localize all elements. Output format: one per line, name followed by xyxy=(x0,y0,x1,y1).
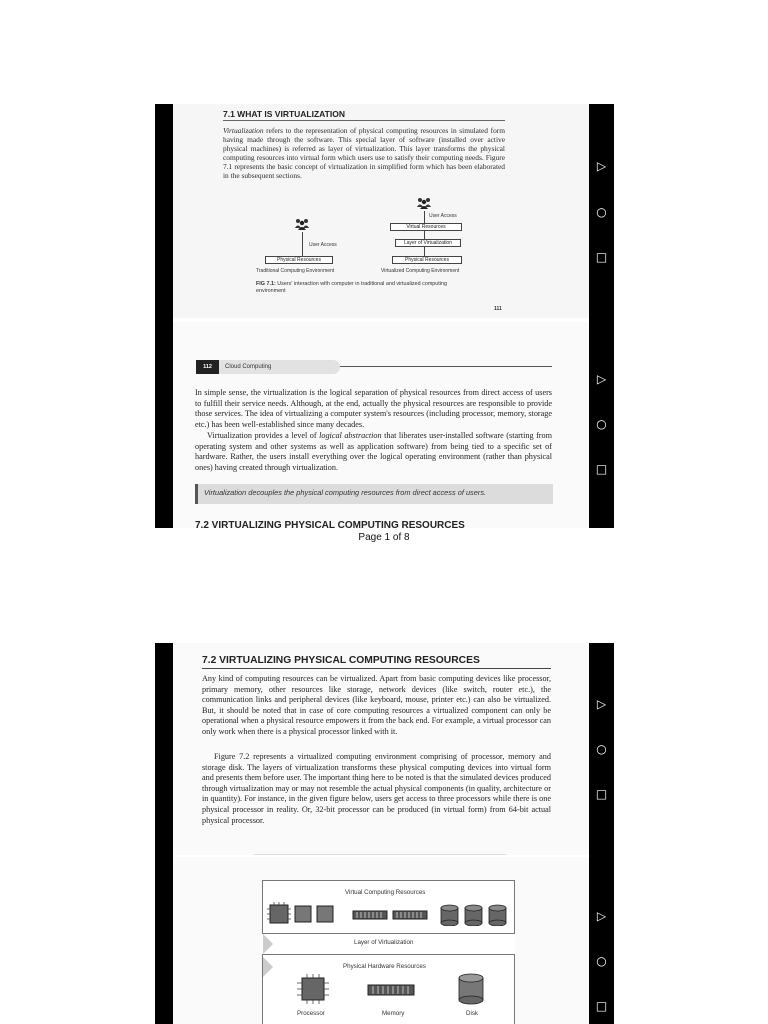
physical-disk-icon xyxy=(457,973,485,1005)
recents-nav-button-2[interactable]: □ xyxy=(595,462,608,476)
page-111-scan xyxy=(173,104,589,318)
title-rule-7-2 xyxy=(202,668,551,669)
physical-arrow-icon xyxy=(263,957,275,977)
right-physical-resources-box: Physical Resources xyxy=(392,256,462,264)
virtual-disk-icon xyxy=(439,904,509,926)
header-rule xyxy=(340,366,552,367)
left-physical-resources-box: Physical Resources xyxy=(265,256,333,264)
memory-label: Memory xyxy=(382,1010,405,1017)
recents-nav-button[interactable]: □ xyxy=(595,250,608,264)
page-2-text-scan xyxy=(173,643,589,855)
page-divider xyxy=(254,854,506,855)
physical-memory-icon xyxy=(367,983,415,997)
physical-processor-icon xyxy=(297,974,329,1004)
left-border-lower xyxy=(155,643,173,1024)
paragraph-1: In simple sense, the virtualization is the logical separation of physical resources from direct access of users to fulfill their service needs. Although, at the end, actually the physical resources are responsible to provide those services. The idea of virtualizing a computer system's resources (including processor, memory, storage etc.) has been well-established since many decades. xyxy=(195,388,552,429)
cut-off-heading: 7.2 VIRTUALIZING PHYSICAL COMPUTING RESOURCES xyxy=(195,520,465,528)
paragraph-2-start: Virtualization provides a level of xyxy=(207,431,320,440)
paragraph-2 xyxy=(195,431,552,473)
section-7-2-paragraph-1: Any kind of computing resources can be virtualized. Apart from basic computing devices like processor, primary memory, other resources like storage, network devices (like switch, router etc.), the communication links and peripheral devices (like keyboard, mouse, printer etc.) can also be virtualized. But, it should be noted that in case of core computing resources a virtualized component can only be operational when a physical resource empowers it from the back end. For example, a virtual processor can only work when there is a physical processor linked with it. xyxy=(202,674,551,736)
virtual-processor-icon xyxy=(267,902,339,926)
left-env-caption: Traditional Computing Environment xyxy=(256,268,335,274)
nav-bar-upper xyxy=(589,104,614,528)
section-7-2-paragraph-2: Figure 7.2 represents a virtualized computing environment comprising of processor, memory and storage disk. The layers of virtualization transforms these physical computing devices into virtual form and presents them before user. The important thing here to be noted is that the simulated devices produced through virtualization may or may not resemble the actual physical components (in quality, architecture or in quantity). For instance, in the given figure below, users get access to three processors while there is one physical processor in reality. Or, 32-bit processor can be produced (in virtual form) from 64-bit actual physical processor. xyxy=(202,752,551,825)
back-nav-button-3[interactable]: ▷ xyxy=(596,697,607,711)
virtual-memory-icon xyxy=(351,909,431,921)
running-head: Cloud Computing xyxy=(219,360,340,374)
home-nav-button-4[interactable]: ○ xyxy=(596,954,607,968)
intro-paragraph xyxy=(223,126,505,181)
users-icon-right xyxy=(416,197,432,209)
fig-7-1-caption xyxy=(256,281,466,295)
virtualization-term: Virtualization xyxy=(223,126,264,135)
left-access-line xyxy=(302,232,303,256)
fig-7-1-caption-label: FIG 7.1: xyxy=(256,281,276,287)
virtual-resources-box: Virtual Resources xyxy=(390,223,462,231)
layer-arrow-icon xyxy=(263,934,275,954)
page-indicator: Page 1 of 8 xyxy=(358,532,410,543)
page-112-scan xyxy=(173,322,589,528)
disk-label: Disk xyxy=(466,1010,479,1017)
paragraph-2-end: that liberates user-installed software (starting from operating system and other systems as well as application software) from being tied to a specific set of hardware. Rather, the users install everything over the logical operating environment (rather than physical ones) having created through virtualization. xyxy=(195,431,552,472)
processor-label: Processor xyxy=(297,1010,325,1017)
home-nav-button[interactable]: ○ xyxy=(596,205,607,219)
page-number-111: 111 xyxy=(494,306,502,312)
fig-7-1-caption-text: Users' interaction with computer in traditional and virtualized computing environment xyxy=(256,281,447,294)
physical-resources-label: Physical Hardware Resources xyxy=(343,963,426,970)
users-icon xyxy=(294,218,310,230)
right-link-2 xyxy=(424,247,425,256)
right-env-caption: Virtualized Computing Environment xyxy=(381,268,460,274)
section-title-7-2: 7.2 VIRTUALIZING PHYSICAL COMPUTING RESOURCES xyxy=(202,655,480,666)
page-number-112: 112 xyxy=(196,360,219,374)
intro-paragraph-text: refers to the representation of physical computing resources in simulated form having made through the software. This special layer of software (installed over active physical machines) is referred as layer of virtualization. This layer transforms the physical computing resources into virtual form which users use to satisfy their computing needs. Figure 7.1 represents the basic concept of virtualization in simplified form which has been elaborated in the subsequent sections. xyxy=(223,126,505,181)
title-rule xyxy=(223,120,505,121)
nav-bar-lower xyxy=(589,643,614,1024)
virtual-resources-label: Virtual Computing Resources xyxy=(345,889,426,896)
left-user-access-label: User Access xyxy=(309,242,337,248)
paragraph-2-em: logical abstraction xyxy=(319,431,382,440)
back-nav-button-2[interactable]: ▷ xyxy=(596,372,607,386)
highlight-callout: Virtualization decouples the physical computing resources from direct access of users. xyxy=(195,484,553,504)
right-user-access-label: User Access xyxy=(429,213,457,219)
recents-nav-button-3[interactable]: □ xyxy=(595,787,608,801)
home-nav-button-2[interactable]: ○ xyxy=(596,417,607,431)
virtualization-layer-box: Layer of Virtualization xyxy=(395,239,461,247)
right-link-1 xyxy=(424,231,425,239)
home-nav-button-3[interactable]: ○ xyxy=(596,742,607,756)
recents-nav-button-4[interactable]: □ xyxy=(595,999,608,1013)
virtualization-layer-label: Layer of Virtualization xyxy=(354,939,414,946)
left-border xyxy=(155,104,173,528)
right-access-line xyxy=(424,211,425,223)
figure-7-2-scan xyxy=(173,857,589,1024)
section-title-7-1: 7.1 WHAT IS VIRTUALIZATION xyxy=(223,109,345,119)
back-nav-button-4[interactable]: ▷ xyxy=(596,909,607,923)
back-nav-button[interactable]: ▷ xyxy=(596,159,607,173)
